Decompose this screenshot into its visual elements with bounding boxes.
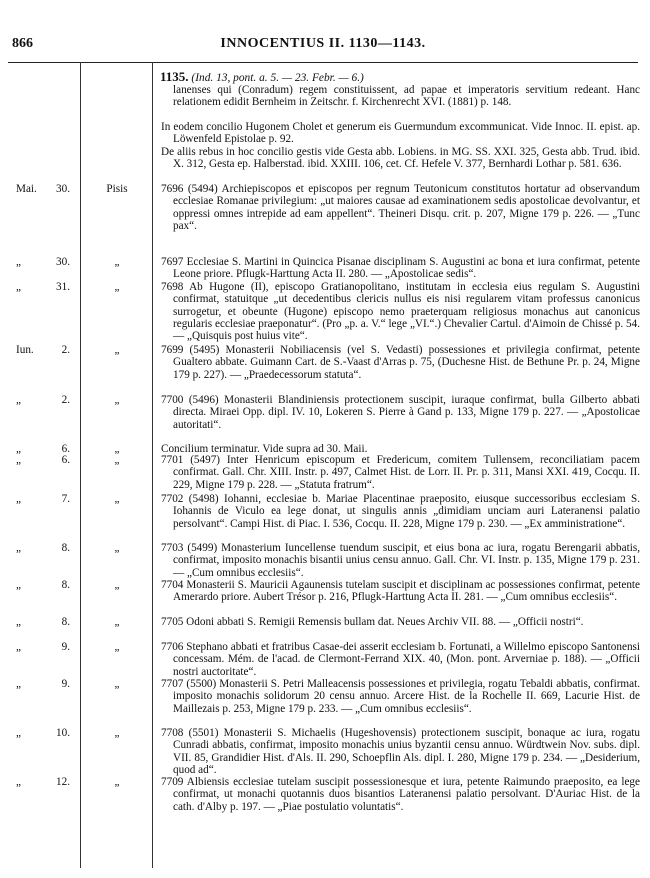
entry-text: 7700 (5496) Monasterii Blandiniensis protectionem suscipit, iuraque confirmat, bulla Gilberto abbati directa. Miraei Opp. dipl. IV. 10, Lokeren S. Pierre à Gand p. 133, Migne 179 p. 227. — „Apostolicae autoritati“.: [161, 394, 640, 431]
entry-text: 7704 Monasterii S. Mauricii Agaunensis tutelam suscipit et disciplinam ac possessiones confirmat, petente Amerardo priore. Aubert Trésor p. 216, Pflugk-Harttung Acta II. 281. — „Cum omnibus ecclesiis“.: [161, 579, 640, 604]
entry-month: „: [16, 579, 21, 591]
entry-date: [16, 121, 76, 133]
entry-place: „: [114, 678, 120, 690]
entry-date: [16, 678, 76, 690]
entry-place: „: [114, 776, 120, 788]
entry-month: „: [16, 493, 21, 505]
entry-date: [16, 727, 76, 739]
entry-month: „: [16, 616, 21, 628]
entry-month: Mai.: [16, 183, 37, 195]
entry-month: „: [16, 256, 21, 268]
entry-place: „: [114, 641, 120, 653]
entry-date: [16, 183, 76, 195]
indiction-label: (Ind. 13, pont. a. 5. — 23. Febr. — 6.): [191, 72, 364, 84]
entry-date: [16, 394, 76, 406]
entry-text: 7706 Stephano abbati et fratribus Casae-dei asserit ecclesiam b. Fortunati, a Willelmo episcopo Santonensi concessam. Mém. de l'acad. de Clermont-Ferrand XIX. 40, (Mon. pont. Arverniae p. 188). — „Officii nostri auctoritate“.: [161, 641, 640, 678]
page-number: 866: [12, 36, 33, 51]
entry-text: 7696 (5494) Archiepiscopos et episcopos per regnum Teutonicum constitutos hortatur ad observandum ecclesiae Romanae privilegium: „ut maiores causae ad examinationem sedis apostolicae devolvantur, et oppressi omnes intrepide ad eam appellent“. Theineri Disqu. crit. p. 207, Migne 179 p. 226. — „Tunc pax“.: [161, 183, 640, 232]
entry-day: 31.: [56, 281, 70, 293]
entry-text: 7697 Ecclesiae S. Martini in Quincica Pisanae disciplinam S. Augustini ac bona et iura confirmat, petente Leone priore. Pflugk-Harttung Acta II. 280. — „Apostolicae sedis“.: [161, 256, 640, 281]
entry-place: „: [114, 542, 120, 554]
entry-text: 7698 Ab Hugone (II), episcopo Gratianopolitano, institutam in ecclesia eius regulam S. Augustini confirmat, statuitque „ut decedentibus clericis nullus eis nisi regularem vitam professus canonicus surrogetur, et obeunte (Hugone) episcopo nemo praeterquam religiosus monachus aut canonicus regularis ecclesiae praeponatur“. (Pro „p. a. V.“ lege „VI.“.) Chevalier Cartul. d'Aimoin de Chissé p. 54. — „Quisquis post huius vite“.: [161, 281, 640, 343]
entry-text: 7705 Odoni abbati S. Remigii Remensis bullam dat. Neues Archiv VII. 88. — „Officii nostri“.: [161, 616, 584, 628]
entry-date: [16, 454, 76, 466]
entry-month: „: [16, 727, 21, 739]
entry-day: 8.: [61, 616, 70, 628]
entry-text: 7709 Albiensis ecclesiae tutelam suscipit possessionesque et iura, petente Raimundo praeposito, ea lege confirmat, ut monachi quotannis duos bisantios Lateranensi palatio persolvant. D'Auriac Hist. de la cath. d'Alby p. 197. — „Piae postulatio voluntatis“.: [161, 776, 640, 813]
entry-place: „: [114, 493, 120, 505]
entry-text: 7699 (5495) Monasterii Nobiliacensis (vel S. Vedasti) possessiones et privilegia confirmat, petente Gualtero abbate. Guimann Cart. de S.-Vaast d'Arras p. 75, (Duchesne Hist. de Bethune Pr. p. 24, Migne 179 p. 227). — „Praedecessorum statuta“.: [161, 344, 640, 381]
year-heading: [160, 70, 364, 85]
entry-date: [16, 84, 76, 96]
entry-day: 7.: [61, 493, 70, 505]
entry-day: 9.: [61, 641, 70, 653]
entry-day: 2.: [61, 344, 70, 356]
entry-place: „: [114, 443, 120, 455]
entry-text: Concilium terminatur. Vide supra ad 30. Maii.: [161, 443, 368, 455]
entry-place: „: [114, 579, 120, 591]
entry-text: 7708 (5501) Monasterii S. Michaelis (Hugeshovensis) protectionem suscipit, bonaque ac iura, rogatu Cunradi abbatis, confirmat, imposito monachis unius byzantii censu annuo. Würdtwein Nov. subs. dipl. VII. 85, Grandidier Hist. d'Als. II. 290, Schoepflin Als. dipl. I. 280, Migne 179 p. 234. — „Desiderium, quod ad“.: [161, 727, 640, 776]
entry-month: „: [16, 641, 21, 653]
entry-text: lanenses qui (Conradum) regem constituissent, ad papae et imperatoris servitium redeant. Hanc relationem edidit Bernheim in Zeitschr. f. Kirchenrecht XVI. (1881) p. 148.: [173, 84, 640, 109]
entry-month: „: [16, 776, 21, 788]
entry-day: 12.: [56, 776, 70, 788]
entry-text: 7707 (5500) Monasterii S. Petri Malleacensis possessiones et privilegia, rogatu Tebaldi abbatis, confirmat. imposito monachis solidorum 20 censu annuo. Arcere Hist. de la Rochelle II. 669, Lacurie Hist. de Maillezais p. 253, Migne 179 p. 233. — „Cum omnibus ecclesiis“.: [161, 678, 640, 715]
page-header: [8, 36, 638, 56]
entry-date: [16, 579, 76, 591]
entry-date: [16, 281, 76, 293]
entry-date: [16, 256, 76, 268]
entry-date: [16, 776, 76, 788]
entry-day: 6.: [61, 443, 70, 455]
entry-day: 30.: [56, 256, 70, 268]
entry-text: 7702 (5498) Iohanni, ecclesiae b. Mariae Placentinae praeposito, eiusque successoribus ecclesiam S. Iohannis de Viculo ea lege donat, ut singulis annis „dimidiam unciam auri Lateranensi palatio persolvant“. Campi Hist. di Piac. I. 536, Cocqu. II. 228, Migne 179 p. 230. — „Ex amministratione“.: [161, 493, 640, 530]
entry-text: De aliis rebus in hoc concilio gestis vide Gesta abb. Lobiens. in MG. SS. XXI. 325, Gesta abb. Trud. ibid. X. 312, Gesta ep. Halberstad. ibid. XXIII. 106, cet. Cf. Hefele V. 377, Bernhardi Lothar p. 581. 636.: [161, 146, 640, 171]
entry-month: „: [16, 454, 21, 466]
entry-place: „: [114, 281, 120, 293]
running-title: INNOCENTIUS II. 1130—1143.: [220, 36, 426, 51]
column-divider-date: [80, 62, 81, 868]
entry-text: In eodem concilio Hugonem Cholet et generum eis Guermundum excommunicat. Vide Innoc. II. epist. ap. Löwenfeld Epistolae p. 92.: [161, 121, 640, 146]
entry-place: „: [114, 727, 120, 739]
entry-date: [16, 146, 76, 158]
entry-month: „: [16, 678, 21, 690]
entry-place: „: [114, 256, 120, 268]
entry-day: 2.: [61, 394, 70, 406]
entry-month: „: [16, 394, 21, 406]
entry-date: [16, 616, 76, 628]
year-label: 1135.: [160, 69, 189, 84]
entry-day: 9.: [61, 678, 70, 690]
entry-month: „: [16, 281, 21, 293]
entry-month: „: [16, 443, 21, 455]
column-divider-place: [152, 62, 153, 868]
header-rule: [8, 62, 638, 63]
entry-day: 30.: [56, 183, 70, 195]
entry-place: „: [114, 344, 120, 356]
entry-date: [16, 344, 76, 356]
entry-day: 8.: [61, 579, 70, 591]
entry-month: „: [16, 542, 21, 554]
entry-place: „: [114, 394, 120, 406]
entry-place: „: [114, 454, 120, 466]
entry-place: „: [114, 616, 120, 628]
entry-date: [16, 641, 76, 653]
entry-day: 8.: [61, 542, 70, 554]
entry-date: [16, 493, 76, 505]
entry-day: 10.: [56, 727, 70, 739]
entry-day: 6.: [61, 454, 70, 466]
entry-text: 7703 (5499) Monasterium Iuncellense tuendum suscipit, et eius bona ac iura, rogatu Berengarii abbatis, confirmat, imposito monachis bisantii unius censu annuo. Gall. Chr. VI. Instr. p. 135, Migne 179 p. 231. — „Cum omnibus ecclesiis“.: [161, 542, 640, 579]
entry-text: 7701 (5497) Inter Henricum episcopum et Fredericum, comitem Tullensem, reconciliatiam pacem confirmat. Gall. Chr. XIII. Instr. p. 497, Calmet Hist. de Lorr. II. Pr. p. 311, Mansi XXI. 419, Cocqu. II. 229, Migne 179 p. 228. — „Statuta fratrum“.: [161, 454, 640, 491]
entry-place: Pisis: [106, 183, 128, 195]
entry-date: [16, 542, 76, 554]
entry-month: Iun.: [16, 344, 34, 356]
